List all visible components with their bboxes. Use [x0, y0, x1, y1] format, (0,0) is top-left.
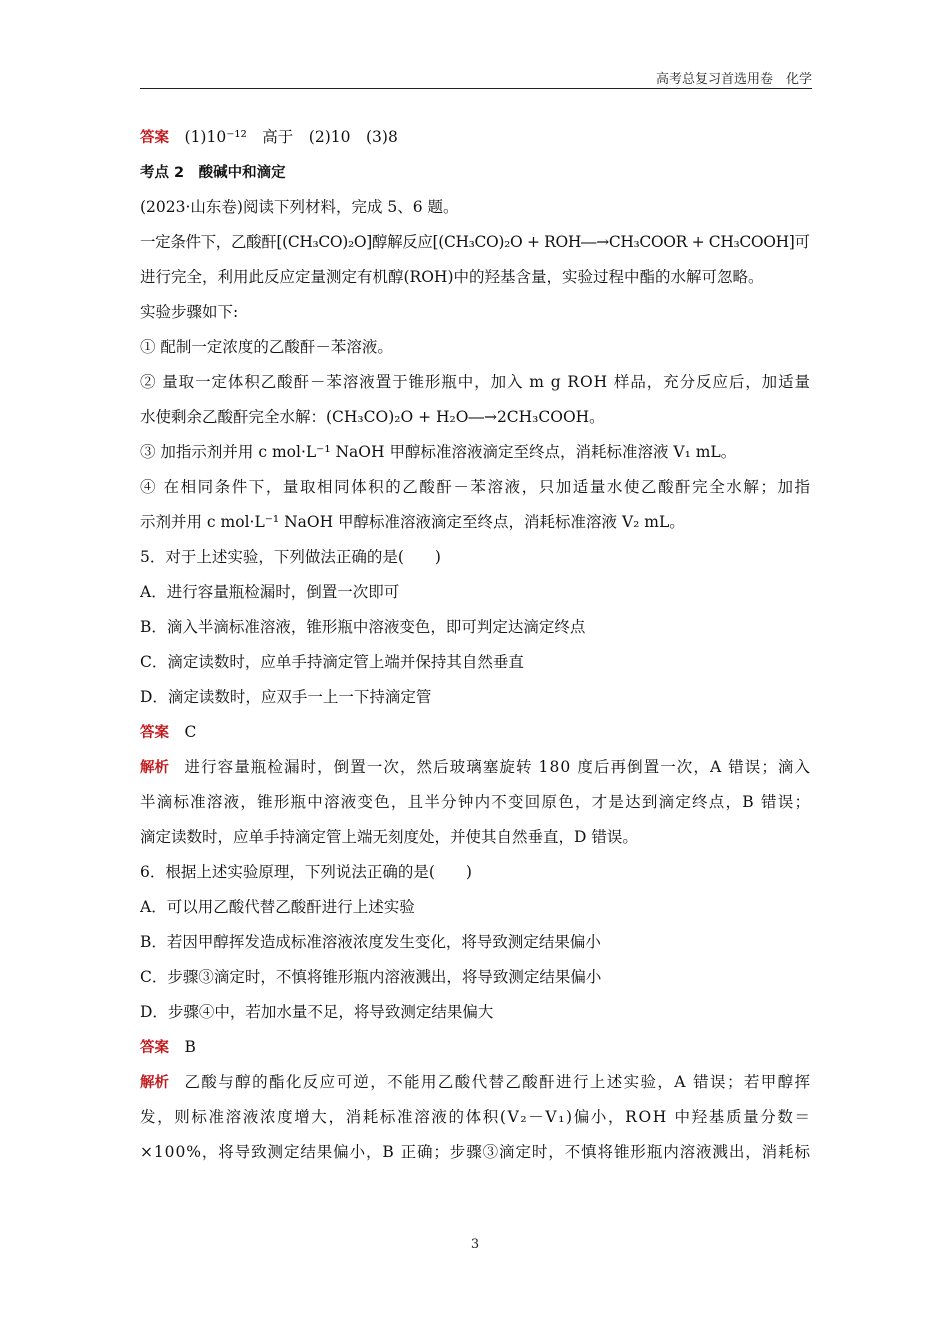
text-line — [140, 964, 812, 999]
line-text: B．若因甲醇挥发造成标准溶液浓度发生变化，将导致测定结果偏小 — [140, 933, 601, 951]
answer-label: 答案 — [140, 725, 169, 741]
analysis-label: 解析 — [140, 1075, 169, 1091]
text-line — [140, 1034, 812, 1069]
line-text: (2023·山东卷)阅读下列材料，完成 5、6 题。 — [140, 198, 459, 216]
text-line — [140, 929, 812, 964]
answer-label: 答案 — [140, 130, 169, 146]
line-text: C．滴定读数时，应单手持滴定管上端并保持其自然垂直 — [140, 653, 524, 671]
line-text: 一定条件下，乙酸酐[(CH₃CO)₂O]醇解反应[(CH₃CO)₂O + ROH―→CH₃COOR + CH₃COOH]可 — [140, 233, 810, 251]
line-text: ① 配制一定浓度的乙酸酐－苯溶液。 — [140, 338, 393, 356]
line-text: 滴定读数时，应单手持滴定管上端无刻度处，并使其自然垂直，D 错误。 — [140, 828, 638, 846]
text-line — [140, 299, 812, 334]
text-line — [140, 719, 812, 754]
text-line — [140, 754, 812, 789]
text-line — [140, 544, 812, 579]
line-text: A．可以用乙酸代替乙酸酐进行上述实验 — [140, 898, 415, 916]
page-header — [140, 62, 812, 89]
line-text: 6．根据上述实验原理，下列说法正确的是( ) — [140, 863, 472, 881]
text-line — [140, 334, 812, 369]
line-text: ④ 在相同条件下，量取相同体积的乙酸酐－苯溶液，只加适量水使乙酸酐完全水解；加指 — [140, 478, 812, 496]
line-text: (1)10⁻¹² 高于 (2)10 (3)8 — [184, 128, 398, 146]
analysis-label: 解析 — [140, 760, 169, 776]
line-text: ③ 加指示剂并用 c mol·L⁻¹ NaOH 甲醇标准溶液滴定至终点，消耗标准溶液 V₁ mL。 — [140, 443, 737, 461]
text-line — [140, 1104, 812, 1139]
section-heading — [140, 159, 812, 194]
line-text: 实验步骤如下: — [140, 303, 239, 321]
line-text: 示剂并用 c mol·L⁻¹ NaOH 甲醇标准溶液滴定至终点，消耗标准溶液 V₂ mL。 — [140, 513, 685, 531]
line-text: ×100%，将导致测定结果偏小，B 正确；步骤③滴定时，不慎将锥形瓶内溶液溅出，消耗标 — [140, 1143, 811, 1161]
line-text: 半滴标准溶液，锥形瓶中溶液变色，且半分钟内不变回原色，才是达到滴定终点，B 错误； — [140, 793, 812, 811]
page-number: 3 — [470, 1237, 480, 1252]
line-text: A．进行容量瓶检漏时，倒置一次即可 — [140, 583, 400, 601]
text-line — [140, 789, 812, 824]
text-line — [140, 859, 812, 894]
document-body — [140, 124, 812, 1174]
line-text: C．步骤③滴定时，不慎将锥形瓶内溶液溅出，将导致测定结果偏小 — [140, 968, 602, 986]
text-line — [140, 649, 812, 684]
text-line — [140, 229, 812, 264]
text-line — [140, 614, 812, 649]
text-line — [140, 264, 812, 299]
text-line — [140, 579, 812, 614]
line-text: B．滴入半滴标准溶液，锥形瓶中溶液变色，即可判定达滴定终点 — [140, 618, 586, 636]
text-line — [140, 124, 812, 159]
text-line — [140, 1069, 812, 1104]
header-title: 高考总复习首选用卷 化学 — [655, 72, 812, 87]
line-text: 5．对于上述实验，下列做法正确的是( ) — [140, 548, 441, 566]
text-line — [140, 474, 812, 509]
line-text: B — [184, 1038, 196, 1056]
line-text: D．滴定读数时，应双手一上一下持滴定管 — [140, 688, 432, 706]
line-text: D．步骤④中，若加水量不足，将导致测定结果偏大 — [140, 1003, 494, 1021]
text-line — [140, 194, 812, 229]
text-line — [140, 684, 812, 719]
text-line — [140, 824, 812, 859]
text-line — [140, 439, 812, 474]
text-line — [140, 999, 812, 1034]
text-line — [140, 369, 812, 404]
line-text: 发，则标准溶液浓度增大，消耗标准溶液的体积(V₂－V₁)偏小，ROH 中羟基质量分数＝ — [140, 1108, 812, 1126]
section-heading-text: 考点 2 酸碱中和滴定 — [140, 165, 286, 181]
text-line — [140, 509, 812, 544]
line-text: 乙酸与醇的酯化反应可逆，不能用乙酸代替乙酸酐进行上述实验，A 错误；若甲醇挥 — [184, 1073, 812, 1091]
line-text: ② 量取一定体积乙酸酐－苯溶液置于锥形瓶中，加入 m g ROH 样品，充分反应后，加适量 — [140, 373, 811, 391]
answer-label: 答案 — [140, 1040, 169, 1056]
line-text: 进行完全，利用此反应定量测定有机醇(ROH)中的羟基含量，实验过程中酯的水解可忽略。 — [140, 268, 764, 286]
line-text: C — [184, 723, 197, 741]
text-line — [140, 1139, 812, 1174]
line-text: 水使剩余乙酸酐完全水解：(CH₃CO)₂O + H₂O―→2CH₃COOH。 — [140, 408, 605, 426]
line-text: 进行容量瓶检漏时，倒置一次，然后玻璃塞旋转 180 度后再倒置一次，A 错误；滴入 — [184, 758, 812, 776]
text-line — [140, 894, 812, 929]
text-line — [140, 404, 812, 439]
